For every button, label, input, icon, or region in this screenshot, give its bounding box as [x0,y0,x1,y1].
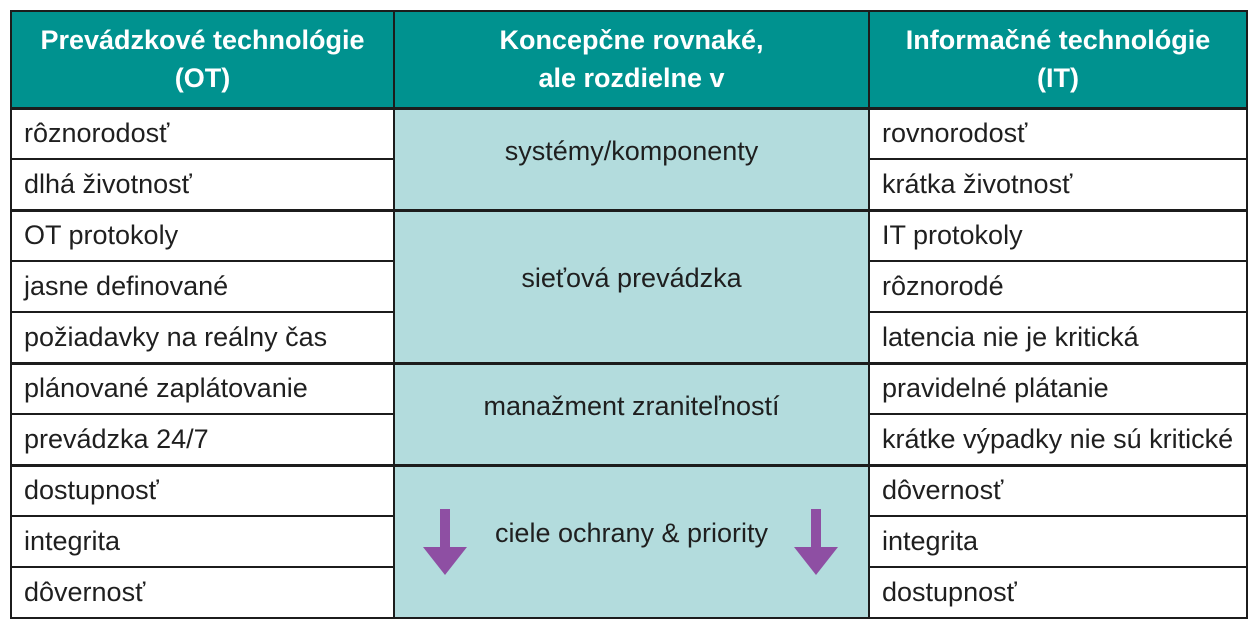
it-cell: rôznorodé [869,261,1247,312]
middle-category-label: ciele ochrany & priority [494,518,769,549]
ot-cell: jasne definované [11,261,394,312]
it-cell: IT protokoly [869,210,1247,261]
table-header [11,11,1247,108]
it-cell: latencia nie je kritická [869,312,1247,363]
ot-cell: požiadavky na reálny čas [11,312,394,363]
header-it-line-2: (IT) [1037,63,1079,94]
header-ot-line-1: Prevádzkové technológie [40,25,365,56]
middle-category-protection-goals [394,465,869,618]
table-body [11,108,1247,618]
header-row [11,11,1247,108]
table-row [11,363,1247,414]
middle-category-label: manažment zraniteľností [483,390,780,421]
ot-cell: rôznorodosť [11,108,394,159]
header-it [869,11,1247,108]
header-middle-line-2: ale rozdielne v [538,63,725,94]
ot-cell: dôvernosť [11,567,394,618]
middle-category-vulnerability [394,363,869,465]
it-cell: dôvernosť [869,465,1247,516]
middle-category-systems [394,108,869,210]
middle-category-network [394,210,869,363]
it-cell: dostupnosť [869,567,1247,618]
header-ot [11,11,394,108]
arrow-down-icon [423,509,467,575]
it-cell: rovnorodosť [869,108,1247,159]
arrow-down-icon [794,509,838,575]
it-cell: krátka životnosť [869,159,1247,210]
table-row [11,108,1247,159]
ot-cell: OT protokoly [11,210,394,261]
middle-category-label: sieťová prevádzka [521,263,742,293]
ot-cell: dlhá životnosť [11,159,394,210]
header-middle-line-1: Koncepčne rovnaké, [499,25,764,56]
ot-cell: integrita [11,516,394,567]
header-ot-line-2: (OT) [174,63,231,94]
ot-it-comparison-table [10,10,1248,619]
ot-cell: prevádzka 24/7 [11,414,394,465]
it-cell: integrita [869,516,1247,567]
table-row [11,210,1247,261]
header-it-line-1: Informačné technológie [905,25,1211,56]
table-row [11,465,1247,516]
middle-category-label: systémy/komponenty [504,135,759,166]
ot-cell: plánované zaplátovanie [11,363,394,414]
header-middle [394,11,869,108]
it-cell: pravidelné plátanie [869,363,1247,414]
it-cell: krátke výpadky nie sú kritické [869,414,1247,465]
ot-cell: dostupnosť [11,465,394,516]
